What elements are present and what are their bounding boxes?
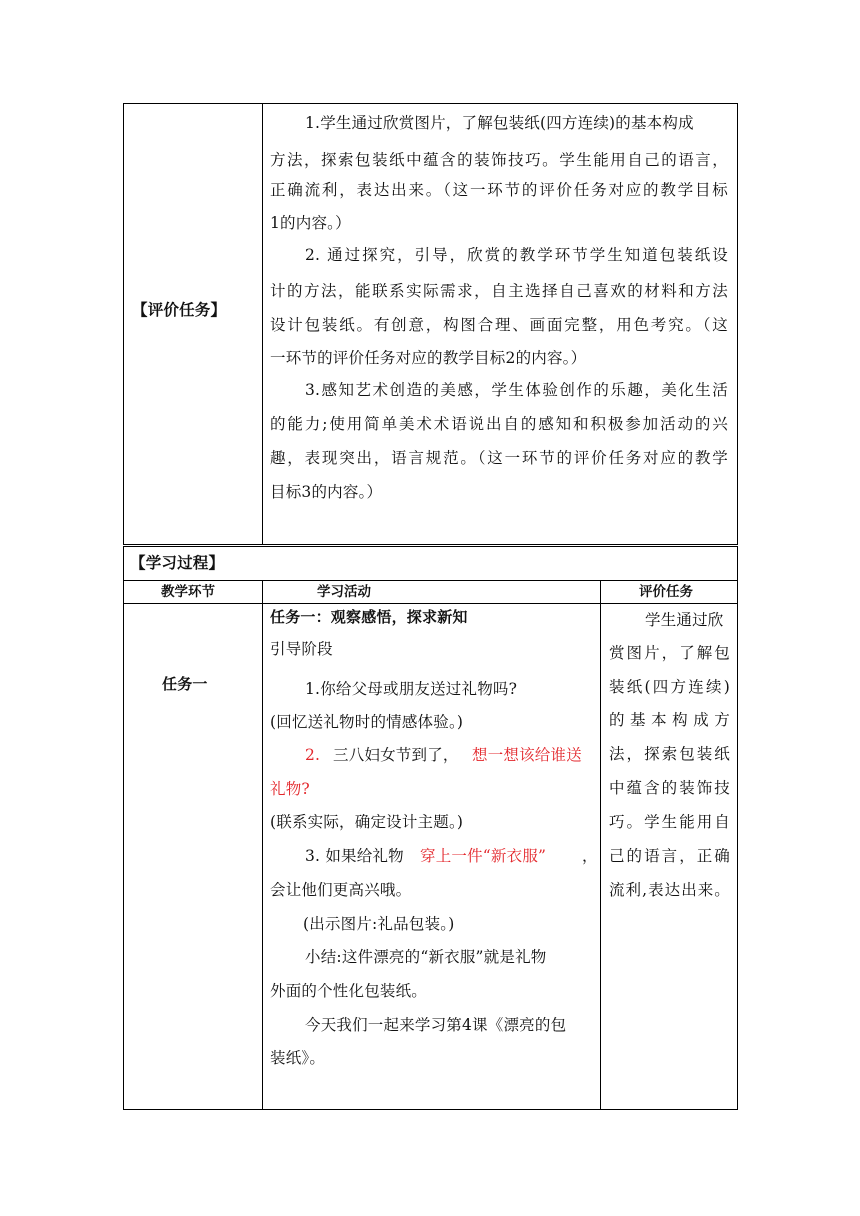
eval-line-2: 赏图片，了解包 — [609, 644, 730, 662]
evaluation-item-2-line-4: 一环节的评价任务对应的教学目标2的内容。） — [270, 349, 587, 367]
evaluation-item-3-line-4: 目标3的内容。） — [270, 483, 383, 501]
summary-line-2: 外面的个性化包装纸。 — [270, 982, 428, 1000]
evaluation-item-1-line-2: 方法，探索包装纸中蕴含的装饰技巧。学生能用自己的语言， — [270, 151, 728, 169]
question-2-part-a: 三八妇女节到了， — [333, 746, 459, 764]
table-border — [737, 546, 738, 1110]
column-header-activity: 学习活动 — [317, 584, 371, 600]
question-3-part-d: 会让他们更高兴哦。 — [270, 881, 412, 899]
question-1-note: (回忆送礼物时的情感体验。) — [270, 713, 464, 731]
question-2-part-c: 礼物? — [270, 780, 310, 798]
evaluation-item-2-line-3: 设计包装纸。有创意，构图合理、画面完整，用色考究。（这 — [270, 316, 728, 334]
evaluation-item-1-line-3: 正确流利，表达出来。（这一环节的评价任务对应的教学目标 — [270, 181, 728, 199]
table-border — [123, 546, 738, 547]
question-2-part-b: 想一想该给谁送 — [472, 746, 582, 764]
table-border — [123, 544, 738, 545]
task-title: 任务一：观察感悟，探求新知 — [270, 608, 468, 626]
eval-line-4: 的基本构成方 — [609, 711, 730, 729]
summary-line-1: 小结:这件漂亮的“新衣服”就是礼物 — [305, 948, 547, 966]
eval-line-6: 中蕴含的装饰技 — [609, 779, 730, 797]
eval-line-7: 巧。学生能用自 — [609, 813, 730, 831]
evaluation-item-3-line-2: 的能力;使用简单美术术语说出自的感知和积极参加活动的兴 — [270, 415, 728, 433]
today-line-1: 今天我们一起来学习第4课《漂亮的包 — [305, 1016, 567, 1034]
process-title: 【学习过程】 — [130, 554, 225, 572]
table-border — [123, 580, 738, 581]
column-header-evaluation: 评价任务 — [639, 584, 693, 600]
table-border — [123, 546, 124, 1110]
evaluation-item-2-line-1: 2. 通过探究，引导，欣赏的教学环节学生知道包装纸设 — [305, 246, 728, 264]
show-note: (出示图片:礼品包装。) — [303, 915, 455, 933]
question-1: 1.你给父母或朋友送过礼物吗? — [305, 680, 518, 698]
question-3-part-b: 穿上一件“新衣服” — [420, 847, 547, 865]
table-border — [123, 103, 124, 545]
table-border — [123, 1109, 738, 1110]
table-border — [123, 603, 738, 604]
table-border — [600, 580, 601, 1110]
evaluation-item-1-line-4: 1的内容。） — [270, 214, 351, 232]
eval-line-8: 己的语言，正确 — [609, 847, 730, 865]
table-border — [123, 103, 738, 104]
stage-label: 任务一 — [162, 675, 208, 693]
question-3-part-a: 3. 如果给礼物 — [305, 847, 404, 865]
evaluation-item-2-line-2: 计的方法，能联系实际需求，自主选择自己喜欢的材料和方法 — [270, 282, 728, 300]
question-2-number: 2. — [305, 746, 321, 764]
eval-line-3: 装纸(四方连续) — [609, 678, 730, 696]
question-3-part-c: ， — [582, 847, 598, 865]
table-border — [262, 580, 263, 1110]
phase-label: 引导阶段 — [270, 640, 333, 658]
evaluation-item-3-line-3: 趣，表现突出，语言规范。（这一环节的评价任务对应的教学 — [270, 449, 728, 467]
eval-line-1: 学生通过欣 — [645, 611, 724, 629]
evaluation-label: 【评价任务】 — [132, 301, 227, 319]
question-2-note: (联系实际，确定设计主题。) — [270, 813, 464, 831]
evaluation-item-1-line-1: 1.学生通过欣赏图片，了解包装纸(四方连续)的基本构成 — [305, 114, 694, 132]
eval-line-9: 流利,表达出来。 — [609, 881, 730, 899]
evaluation-item-3-line-1: 3.感知艺术创造的美感，学生体验创作的乐趣，美化生活 — [305, 381, 728, 399]
table-border — [262, 103, 263, 545]
column-header-stage: 教学环节 — [161, 584, 215, 600]
table-border — [737, 103, 738, 545]
today-line-2: 装纸》。 — [270, 1049, 326, 1067]
eval-line-5: 法，探索包装纸 — [609, 745, 730, 763]
